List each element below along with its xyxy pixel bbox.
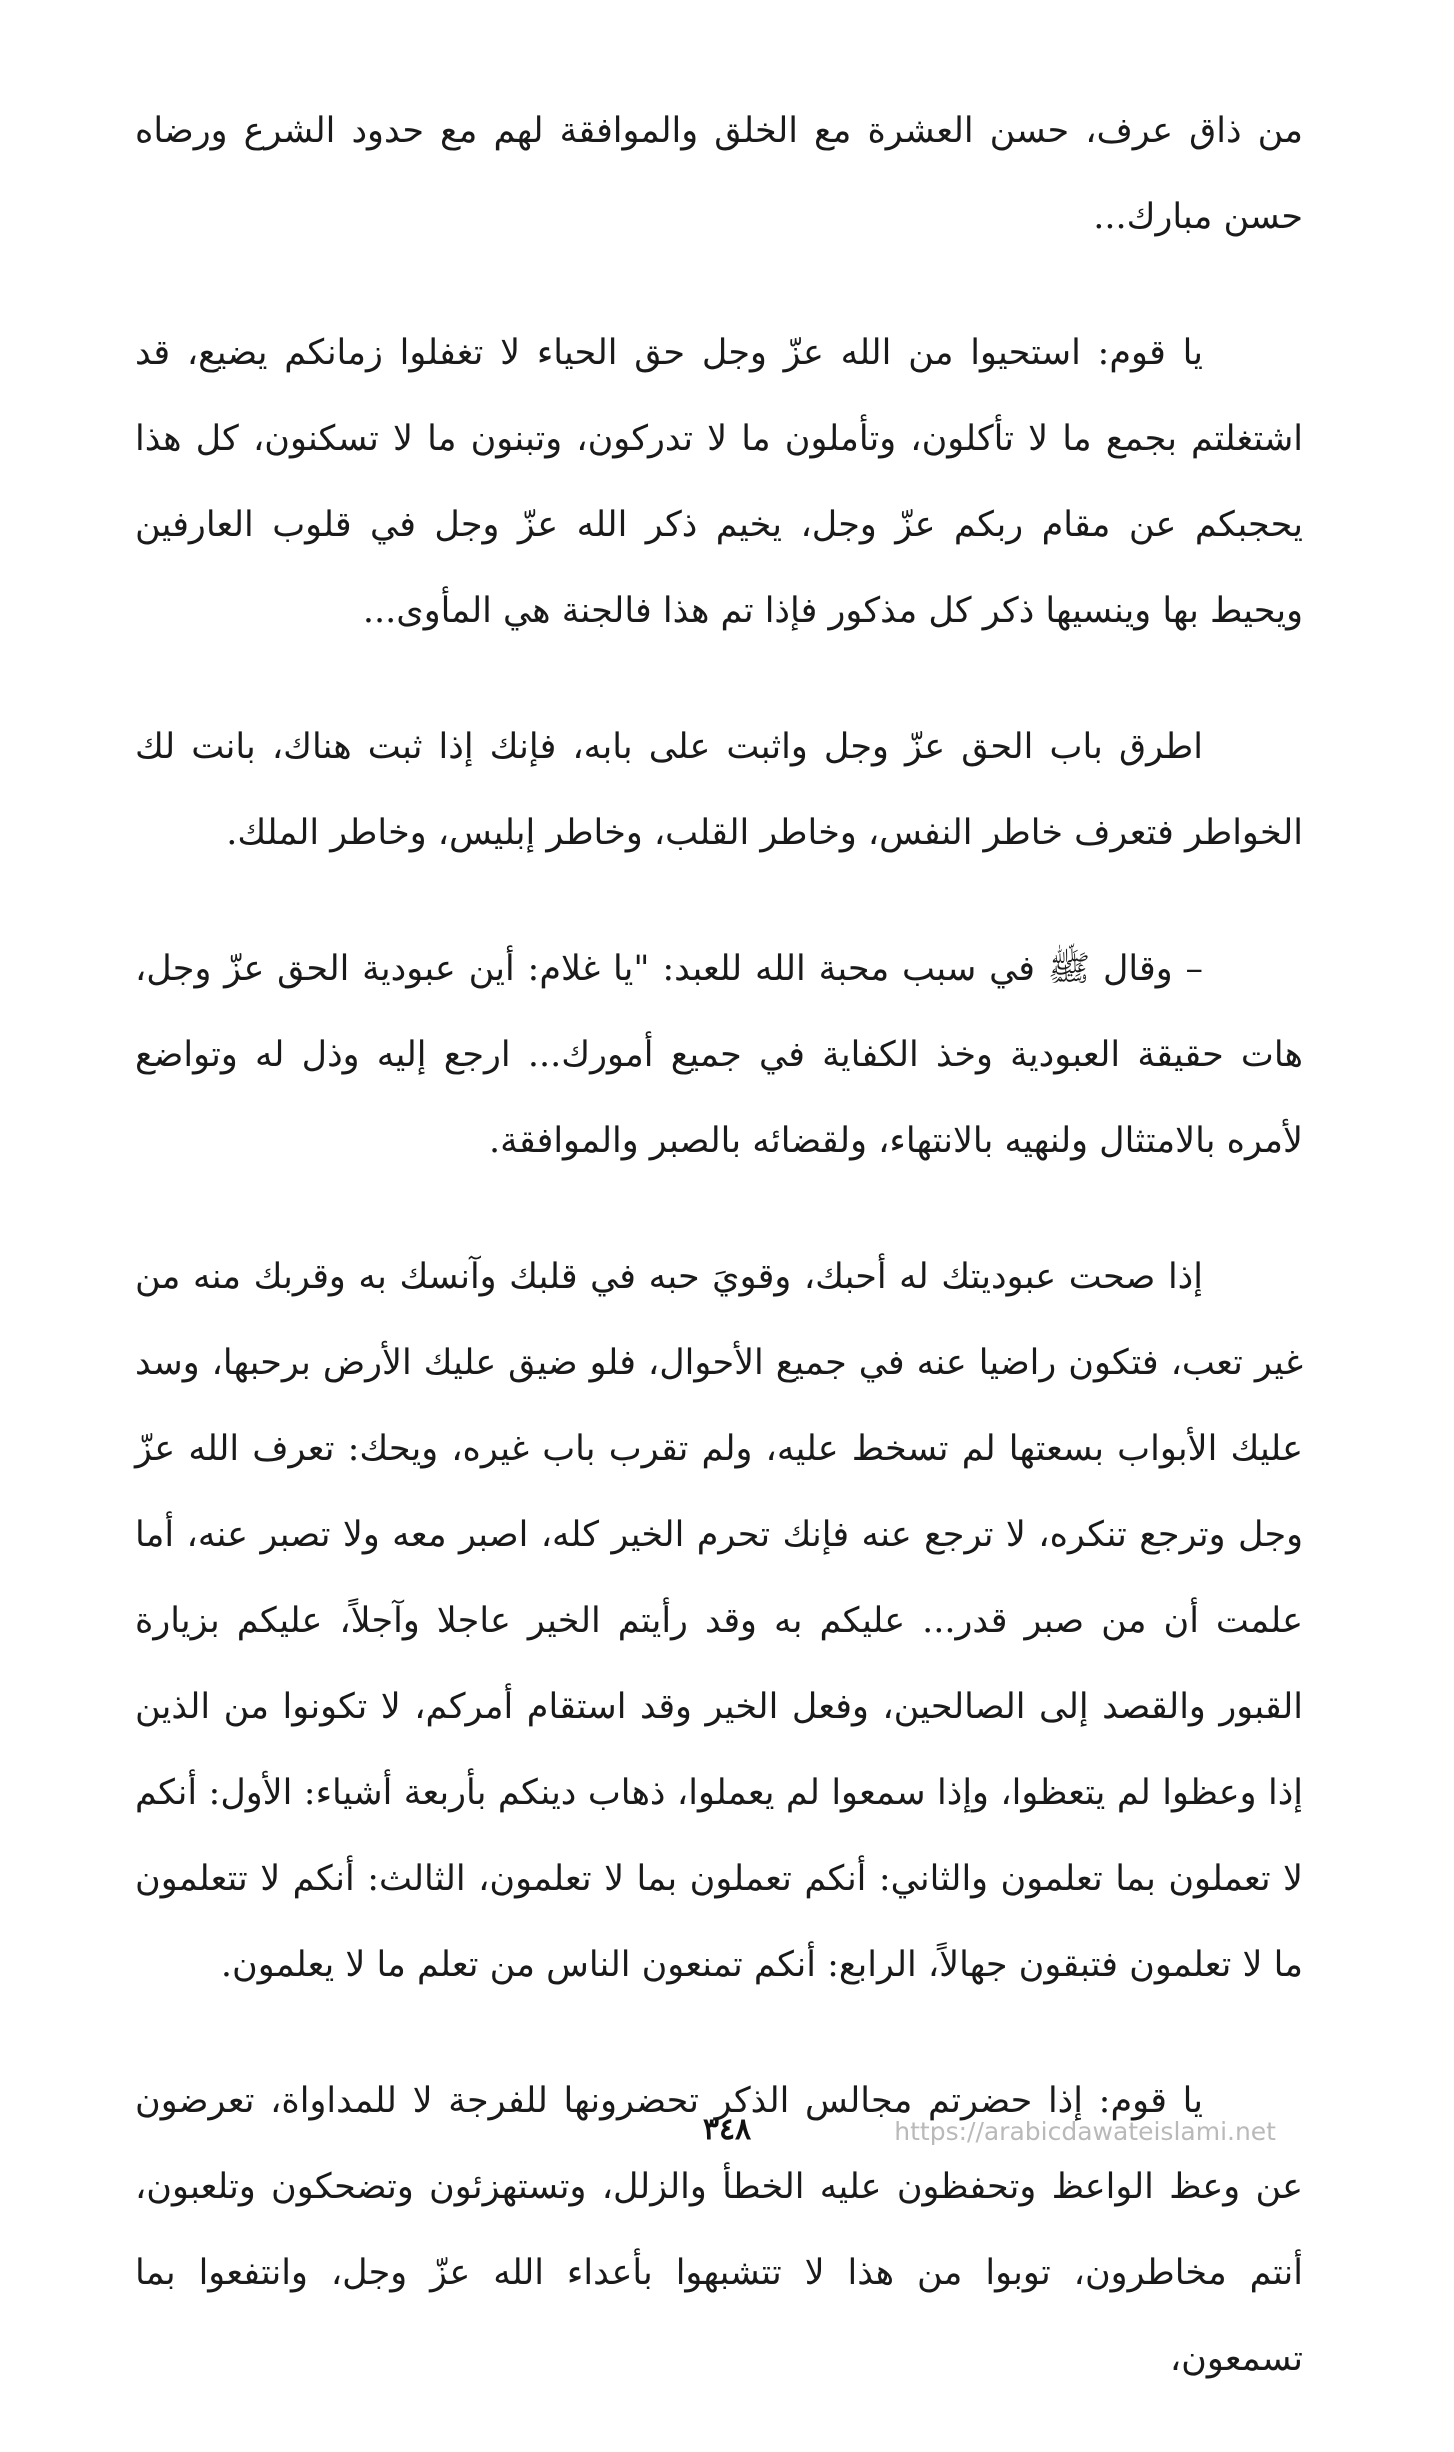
page-number: ٣٤٨ bbox=[702, 2112, 752, 2147]
watermark-url: https://arabicdawateislami.net bbox=[894, 2117, 1276, 2146]
paragraph-3: اطرق باب الحق عزّ وجل واثبت على بابه، فإنك إذا ثبت هناك، بانت لك الخواطر فتعرف خاطر النفس، وخاطر القلب، وخاطر إبليس، وخاطر الملك. bbox=[135, 727, 1303, 853]
paragraph-5: إذا صحت عبوديتك له أحبك، وقويَ حبه في قلبك وآنسك به وقربك منه من غير تعب، فتكون راضيا عنه في جميع الأحوال، فلو ضيق عليك الأرض برحبها، وسد عليك الأبواب بسعتها لم تسخط عليه، ولم تقرب باب غيره، ويحك: تعرف الله عزّ وجل وترجع تنكره، لا ترجع عنه فإنك تحرم الخير كله، اصبر معه ولا تصبر عنه، أما علمت أن من صبر قدر... عليكم به وقد رأيتم الخير عاجلا وآجلاً، عليكم بزيارة القبور والقصد إلى الصالحين، وفعل الخير وقد استقام أمركم، لا تكونوا من الذين إذا وعظوا لم يتعظوا، وإذا سمعوا لم يعملوا، ذهاب دينكم بأربعة أشياء: الأول: أنكم لا تعملون بما تعلمون والثاني: أنكم تعملون بما لا تعلمون، الثالث: أنكم لا تتعلمون ما لا تعلمون فتبقون جهالاً، الرابع: أنكم تمنعون الناس من تعلم ما لا يعلمون. bbox=[135, 1257, 1303, 1985]
paragraph-4: – وقال ﷺ في سبب محبة الله للعبد: "يا غلام: أين عبودية الحق عزّ وجل، هات حقيقة العبودية وخذ الكفاية في جميع أمورك... ارجع إليه وذل له وتواضع لأمره بالامتثال ولنهيه بالانتهاء، ولقضائه بالصبر والموافقة. bbox=[135, 949, 1303, 1161]
page-body bbox=[135, 88, 1303, 2452]
paragraph-1: من ذاق عرف، حسن العشرة مع الخلق والموافقة لهم مع حدود الشرع ورضاه حسن مبارك... bbox=[135, 111, 1303, 237]
paragraph-2: يا قوم: استحيوا من الله عزّ وجل حق الحياء لا تغفلوا زمانكم يضيع، قد اشتغلتم بجمع ما لا تأكلون، وتأملون ما لا تدركون، وتبنون ما لا تسكنون، كل هذا يحجبكم عن مقام ربكم عزّ وجل، يخيم ذكر الله عزّ وجل في قلوب العارفين ويحيط بها وينسيها ذكر كل مذكور فإذا تم هذا فالجنة هي المأوى... bbox=[135, 333, 1303, 631]
paragraph-6: يا قوم: إذا حضرتم مجالس الذكر تحضرونها للفرجة لا للمداواة، تعرضون عن وعظ الواعظ وتحفظون عليه الخطأ والزلل، وتستهزئون وتضحكون وتلعبون، أنتم مخاطرون، توبوا من هذا لا تتشبهوا بأعداء الله عزّ وجل، وانتفعوا بما تسمعون، bbox=[135, 2081, 1303, 2379]
